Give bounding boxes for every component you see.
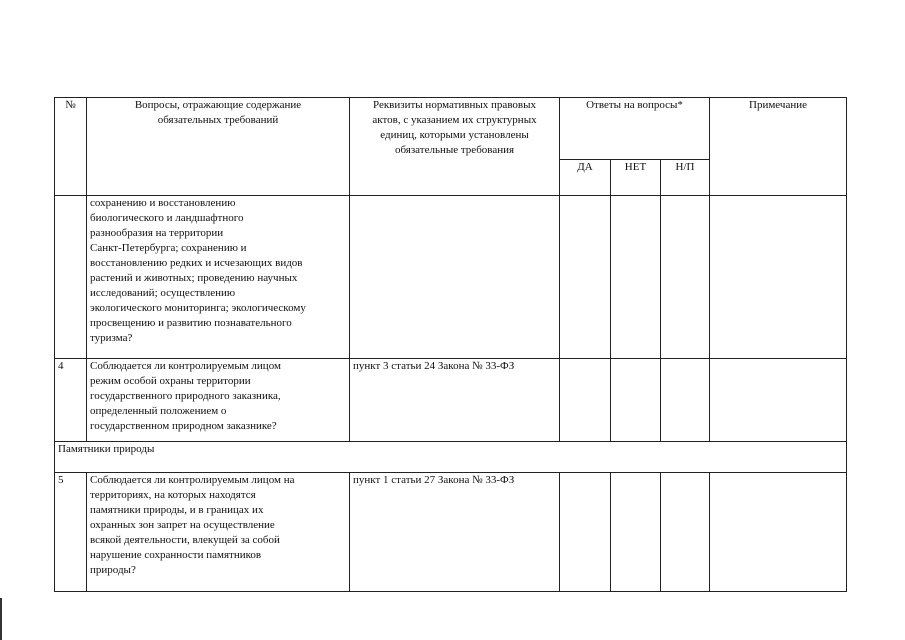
row-question: Соблюдается ли контролируемым лицом режим особой охраны территории государственного природного заказника, определенный положением о государственном природном заказнике? — [87, 359, 350, 442]
header-number: № — [55, 98, 87, 196]
answer-yes-cell[interactable] — [560, 196, 611, 359]
header-note: Примечание — [710, 98, 847, 196]
row-number — [55, 196, 87, 359]
section-row — [55, 442, 847, 473]
row-requisite: пункт 1 статьи 27 Закона № 33-ФЗ — [350, 473, 560, 592]
checklist-table — [54, 97, 847, 592]
header-answer-no: НЕТ — [611, 160, 661, 196]
note-cell[interactable] — [710, 473, 847, 592]
scan-edge-mark — [0, 598, 2, 640]
answer-no-cell[interactable] — [611, 359, 661, 442]
row-requisite: пункт 3 статьи 24 Закона № 33-ФЗ — [350, 359, 560, 442]
answer-no-cell[interactable] — [611, 473, 661, 592]
row-number: 4 — [55, 359, 87, 442]
section-title: Памятники природы — [55, 442, 847, 473]
row-requisite — [350, 196, 560, 359]
answer-na-cell[interactable] — [661, 359, 710, 442]
row-number: 5 — [55, 473, 87, 592]
note-cell[interactable] — [710, 196, 847, 359]
answer-yes-cell[interactable] — [560, 359, 611, 442]
table-row — [55, 359, 847, 442]
answer-no-cell[interactable] — [611, 196, 661, 359]
answer-na-cell[interactable] — [661, 473, 710, 592]
header-answers: Ответы на вопросы* — [560, 98, 710, 160]
header-requisites: Реквизиты нормативных правовых актов, с указанием их структурных единиц, которыми установлены обязательные требования — [350, 98, 560, 196]
header-questions: Вопросы, отражающие содержание обязательных требований — [87, 98, 350, 196]
answer-na-cell[interactable] — [661, 196, 710, 359]
row-question: сохранению и восстановлению биологического и ландшафтного разнообразия на территории Санкт-Петербурга; сохранению и восстановлению редких и исчезающих видов растений и животных; проведению научных исследований; осуществлению экологического мониторинга; экологическому просвещению и развитию познавательного туризма? — [87, 196, 350, 359]
header-answer-yes: ДА — [560, 160, 611, 196]
table-row — [55, 196, 847, 359]
note-cell[interactable] — [710, 359, 847, 442]
answer-yes-cell[interactable] — [560, 473, 611, 592]
header-answer-na: Н/П — [661, 160, 710, 196]
table-row — [55, 473, 847, 592]
row-question: Соблюдается ли контролируемым лицом на территориях, на которых находятся памятники природы, и в границах их охранных зон запрет на осуществление всякой деятельности, влекущей за собой нарушение сохранности памятников природы? — [87, 473, 350, 592]
